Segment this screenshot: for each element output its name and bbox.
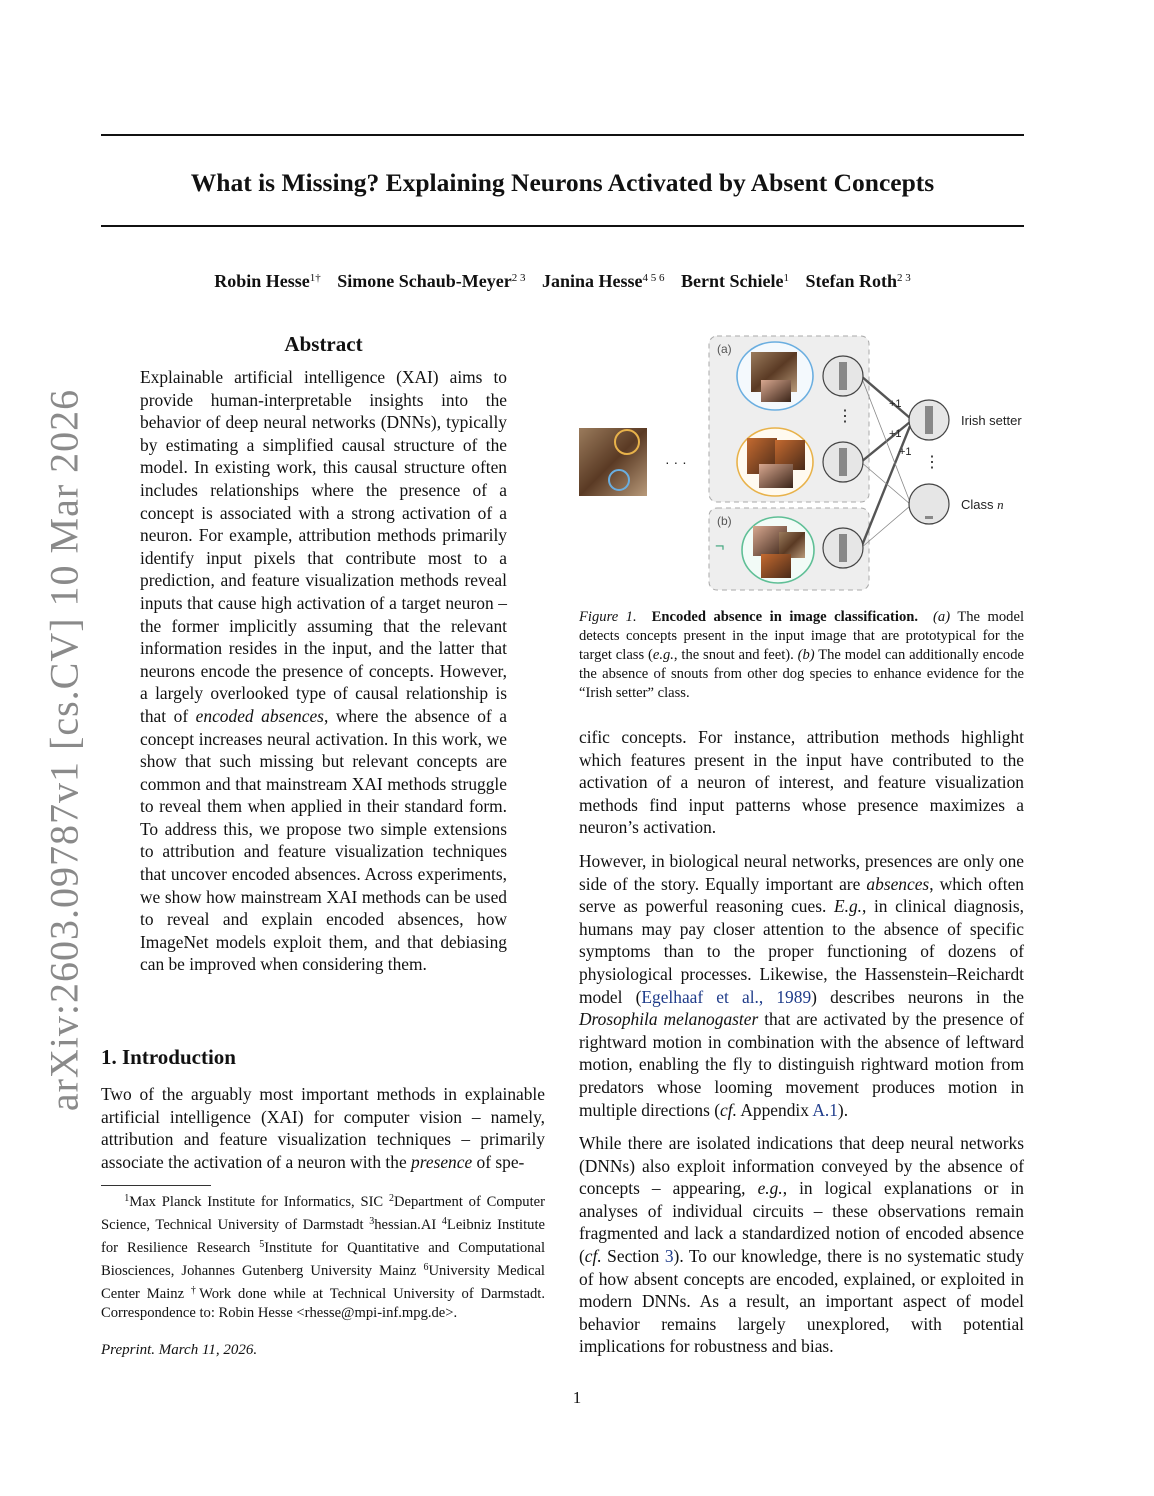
appendix-link[interactable]: A.1 [812, 1099, 838, 1120]
figure-1-diagram [575, 332, 1035, 597]
author: Bernt Schiele$^1$ [681, 271, 789, 291]
introduction-paragraph-2: However, in biological neural networks, presences are only one side of the story. Equally important are absences, which often serve as powerful reasoning cues. E.g., in clinical diagnosis, humans may pay closer attention to the absence of specific symptoms than to the proper functioning of dozens of physiological processes. Likewise, the Hassenstein–Reichardt model (Egelhaaf et al., 1989) describes neurons in the Drosophila melanogaster that are activated by the presence of rightward motion in combination with the absence of leftward motion, enabling the fly to distinguish rightward motion from predators whose looming movement produces motion in multiple directions (cf. Appendix A.1). [579, 850, 1025, 1120]
author-list [101, 265, 1024, 294]
weight-label: +1 [899, 446, 912, 458]
introduction-paragraph-1-continued: cific concepts. For instance, attribution methods highlight which features present in the input have contributed to the activation of a neuron of interest, and feature visualization methods find input patterns whose presence maximizes a neuron’s activation. [579, 727, 1024, 838]
author: Robin Hesse$^{1\dagger}$ [214, 271, 321, 291]
introduction-heading: 1. Introduction [101, 1045, 236, 1069]
affiliations-footnote: $^1$Max Planck Institute for Informatics, SIC $^2$Department of Computer Science, Technical University of Darmstadt $^3$hessian.AI $^4$Leibniz Institute for Resilience Research $^5$Institute for Quantitative and Computational Biosciences, Johannes Gutenberg University Mainz $^6$University Medical Center Mainz †Work done while at Technical University of Darmstadt. Correspondence to: Robin Hesse <rhesse@mpi-inf.mpg.de>. [101, 1193, 546, 1321]
introduction-paragraph-1: Two of the arguably most important methods in explainable artificial intelligence (XAI) for computer vision – namely, attribution and feature visualization techniques – primarily associate the activation of a neuron with the presence of spe- [101, 1084, 545, 1172]
introduction-paragraph-3: While there are isolated indications that deep neural networks (DNNs) also exploit information conveyed by the absence of concepts – appearing, e.g., in logical explanations or in analyses of individual circuits – these observations remain fragmented and lack a standardized notion of encoded absence (cf. Section 3). To our knowledge, there is no systematic study of how absent concepts are encoded, explained, or exploited in modern DNNs. As a result, an important aspect of model behavior remains largely unexplored, with potential implications for robustness and bias. [579, 1133, 1025, 1357]
panel-b-label: (b) [717, 514, 732, 528]
author: Stefan Roth$^{2 3}$ [805, 271, 911, 291]
abstract-heading: Abstract [284, 332, 363, 356]
title-bottom-rule [101, 225, 1024, 227]
abstract-body: Explainable artificial intelligence (XAI) aims to provide human-interpretable insights into the behavior of deep neural networks (DNNs), typically by estimating a simplified causal structure of the model. In existing work, this causal structure often includes relationships where the presence of a concept is associated with a strong activation of a neuron. For example, attribution methods primarily identify input pixels that contribute most to a prediction, and feature visualization methods reveal inputs that cause high activation of a target neuron – the former implicitly assuming that the relevant information resides in the input, and the latter that neurons encode the presence of concepts. However, a largely overlooked type of causal relationship is that of encoded absences, where the absence of a concept increases neural activation. In this work, we show that such missing but relevant concepts are common and that mainstream XAI methods struggle to reveal them when applied in their standard form. To address this, we propose two simple extensions to attribution and feature visualization techniques that uncover encoded absences. Across experiments, we show how mainstream XAI methods can be used to reveal and explain encoded absences, how ImageNet models exploit them, and that debiasing can be improved when considering them. [140, 367, 507, 975]
weight-label: +1 [889, 398, 902, 410]
not-symbol: ¬ [715, 538, 725, 555]
page-number: 1 [572, 1388, 582, 1407]
panel-a-label: (a) [717, 342, 732, 356]
preprint-note: Preprint. March 11, 2026. [101, 1342, 258, 1358]
weight-label: +1 [889, 428, 902, 440]
ellipsis-horizontal: · · · [665, 454, 687, 470]
vdots-output: ⋮ [924, 454, 940, 471]
section-link[interactable]: 3 [664, 1246, 674, 1267]
citation-link[interactable]: Egelhaaf et al., 1989 [641, 986, 812, 1007]
title-top-rule [101, 134, 1024, 136]
output-label-irish-setter: Irish setter [961, 413, 1022, 428]
arxiv-side-stamp: arXiv:2603.09787v1 [cs.CV] 10 Mar 2026 [41, 388, 87, 1112]
paper-title: What is Missing? Explaining Neurons Activated by Absent Concepts [190, 168, 935, 197]
right-column-text [579, 726, 1024, 1358]
output-label-class-n: Class n [961, 497, 1004, 512]
author: Janina Hesse$^{4 5 6}$ [542, 271, 665, 291]
figure-1-caption: Figure 1. Encoded absence in image classification. (a) The model detects concepts present in the input image that are prototypical for the target class (e.g., the snout and feet). (b) The model can additionally encode the absence of snouts from other dog species to enhance evidence for the “Irish setter” class. [579, 609, 1024, 701]
footnote-rule [101, 1185, 211, 1186]
vdots-hidden: ⋮ [837, 408, 853, 425]
input-image [579, 428, 647, 496]
figure-1 [575, 332, 1035, 597]
author: Simone Schaub-Meyer$^{2 3}$ [337, 271, 526, 291]
